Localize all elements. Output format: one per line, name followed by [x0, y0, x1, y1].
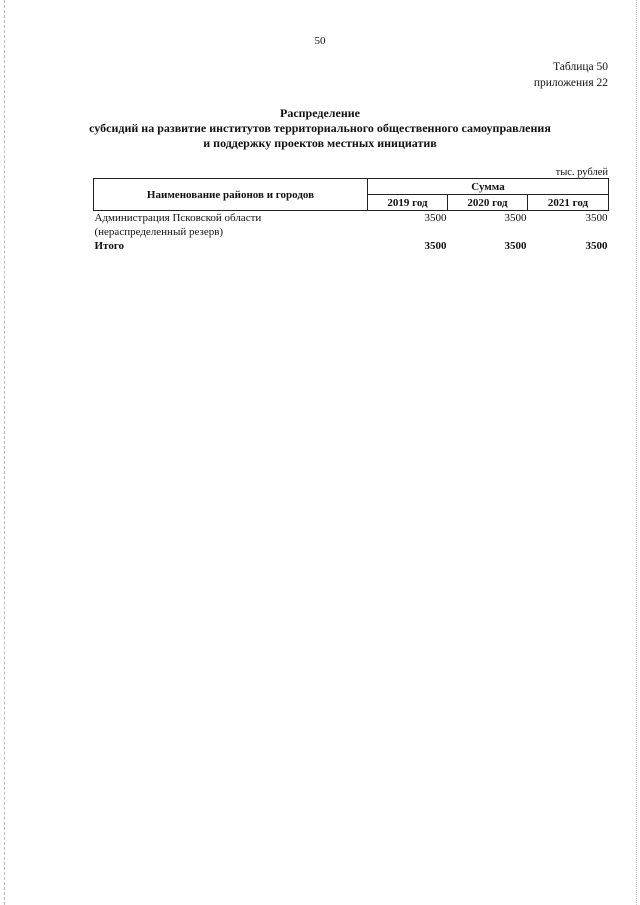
header-row [94, 179, 609, 195]
table-reference [534, 59, 608, 91]
row-name-line2: (нераспределенный резерв) [94, 226, 224, 238]
total-label: Итого [94, 240, 125, 252]
document-heading [0, 106, 640, 151]
year-header-2019: 2019 год [368, 195, 448, 211]
table-row [94, 211, 609, 240]
distribution-table [93, 178, 609, 253]
total-2021: 3500 [585, 240, 608, 252]
value-2020: 3500 [504, 212, 527, 224]
heading-line3: и поддержку проектов местных инициатив [203, 136, 437, 150]
value-2021: 3500 [585, 212, 608, 224]
sum-header: Сумма [368, 179, 609, 195]
table-reference-line1: Таблица 50 [553, 61, 608, 73]
units-label: тыс. рублей [555, 167, 608, 178]
table-reference-line2: приложения 22 [533, 77, 608, 89]
total-2020: 3500 [504, 240, 527, 252]
row-name [94, 211, 368, 240]
heading-line1: Распределение [279, 106, 361, 120]
total-2019: 3500 [424, 240, 447, 252]
year-header-2021: 2021 год [528, 195, 609, 211]
total-row [94, 239, 609, 253]
heading-line2: субсидий на развитие институтов территориального общественного самоуправления [89, 121, 551, 135]
page-number: 50 [314, 35, 326, 47]
col-name-header: Наименование районов и городов [94, 179, 368, 211]
value-2019: 3500 [424, 212, 447, 224]
year-header-2020: 2020 год [448, 195, 528, 211]
row-name-line1: Администрация Псковской области [94, 212, 262, 224]
